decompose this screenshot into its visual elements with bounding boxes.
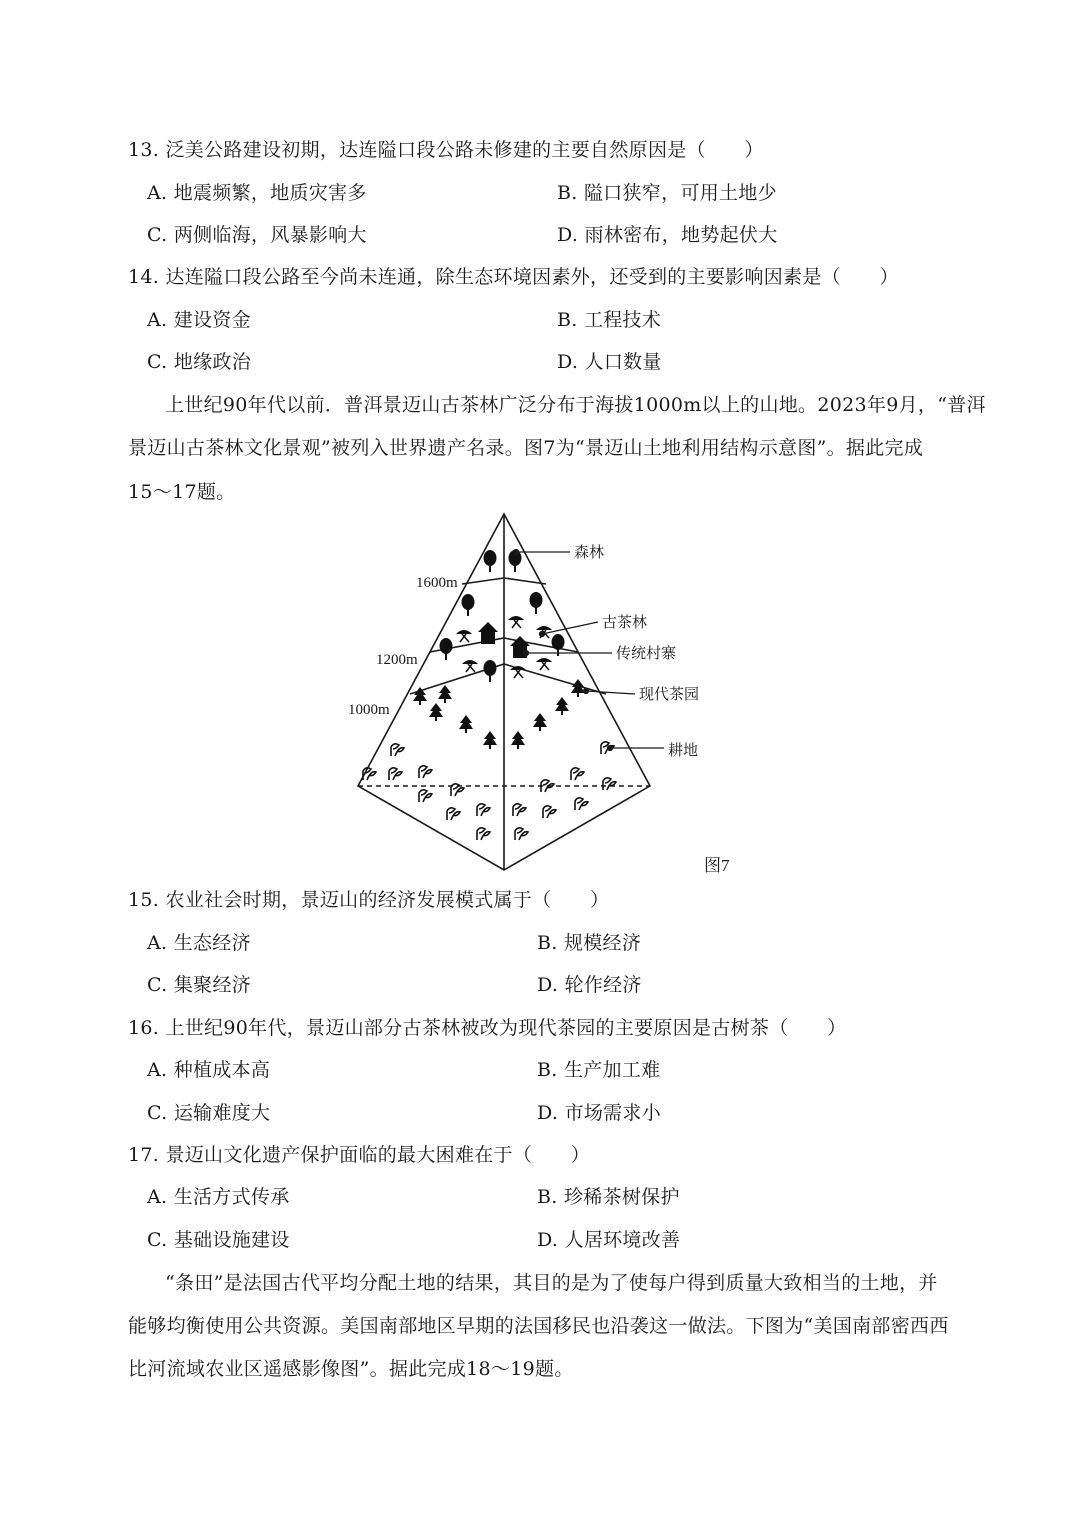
question-16-option-a[interactable]: A. 种植成本高 xyxy=(147,1059,271,1081)
label-ancient-tea-forest: 古茶林 xyxy=(602,615,648,631)
intro-paragraph-2-line-1: “条田”是法国古代平均分配土地的结果，其目的是为了使每户得到质量大致相当的土地，并 xyxy=(165,1272,938,1294)
question-17-stem: 17. 景迈山文化遗产保护面临的最大困难在于（ ） xyxy=(128,1144,591,1166)
intro-paragraph-2-line-2: 能够均衡使用公共资源。美国南部地区早期的法国移民也沿袭这一做法。下图为“美国南部密西西 xyxy=(128,1315,949,1337)
question-14-option-d[interactable]: D. 人口数量 xyxy=(557,351,662,373)
question-13-option-c[interactable]: C. 两侧临海，风暴影响大 xyxy=(147,224,367,246)
question-15-option-c[interactable]: C. 集聚经济 xyxy=(147,974,252,996)
land-use-pyramid-figure xyxy=(340,508,760,878)
question-13-option-d[interactable]: D. 雨林密布，地势起伏大 xyxy=(557,224,778,246)
question-14-option-b[interactable]: B. 工程技术 xyxy=(557,309,662,331)
question-17-option-c[interactable]: C. 基础设施建设 xyxy=(147,1229,290,1251)
altitude-label-1600m: 1600m xyxy=(416,575,458,591)
label-traditional-village: 传统村寨 xyxy=(616,646,677,662)
modern-tea-garden-icons xyxy=(413,679,585,749)
altitude-label-1000m: 1000m xyxy=(348,702,390,718)
question-14-option-a[interactable]: A. 建设资金 xyxy=(147,309,251,331)
question-15-option-b[interactable]: B. 规模经济 xyxy=(537,932,642,954)
question-17-option-a[interactable]: A. 生活方式传承 xyxy=(147,1186,290,1208)
question-13-stem: 13. 泛美公路建设初期，达连隘口段公路未修建的主要自然原因是（ ） xyxy=(128,139,764,161)
question-15-option-d[interactable]: D. 轮作经济 xyxy=(537,974,642,996)
question-16-option-d[interactable]: D. 市场需求小 xyxy=(537,1102,662,1124)
question-15-option-a[interactable]: A. 生态经济 xyxy=(147,932,251,954)
question-16-stem: 16. 上世纪90年代，景迈山部分古茶林被改为现代茶园的主要原因是古树茶（ ） xyxy=(128,1017,847,1039)
question-16-option-c[interactable]: C. 运输难度大 xyxy=(147,1102,271,1124)
farmland-icons xyxy=(363,742,616,840)
question-13-option-a[interactable]: A. 地震频繁，地质灾害多 xyxy=(147,182,367,204)
question-16-option-b[interactable]: B. 生产加工难 xyxy=(537,1059,661,1081)
question-17-option-b[interactable]: B. 珍稀茶树保护 xyxy=(537,1186,680,1208)
label-forest: 森林 xyxy=(574,545,605,561)
question-14-option-c[interactable]: C. 地缘政治 xyxy=(147,351,252,373)
question-14-stem: 14. 达连隘口段公路至今尚未连通，除生态环境因素外，还受到的主要影响因素是（ ） xyxy=(128,266,899,288)
question-15-stem: 15. 农业社会时期，景迈山的经济发展模式属于（ ） xyxy=(128,889,610,911)
label-modern-tea-garden: 现代茶园 xyxy=(639,687,700,703)
question-17-option-d[interactable]: D. 人居环境改善 xyxy=(537,1229,681,1251)
intro-paragraph-1-line-3: 15～17题。 xyxy=(128,481,236,503)
figure-caption: 图7 xyxy=(704,856,730,875)
question-13-option-b[interactable]: B. 隘口狭窄，可用土地少 xyxy=(557,182,777,204)
intro-paragraph-1-line-2: 景迈山古茶林文化景观”被列入世界遗产名录。图7为“景迈山土地利用结构示意图”。据此完成 xyxy=(128,437,924,459)
intro-paragraph-2-line-3: 比河流域农业区遥感影像图”。据此完成18～19题。 xyxy=(128,1358,574,1380)
ancient-tea-forest-icons xyxy=(440,592,565,682)
intro-paragraph-1-line-1: 上世纪90年代以前．普洱景迈山古茶林广泛分布于海拔1000m以上的山地。2023年9月，“普洱 xyxy=(165,394,986,416)
label-farmland: 耕地 xyxy=(668,743,699,759)
altitude-label-1200m: 1200m xyxy=(376,652,418,668)
